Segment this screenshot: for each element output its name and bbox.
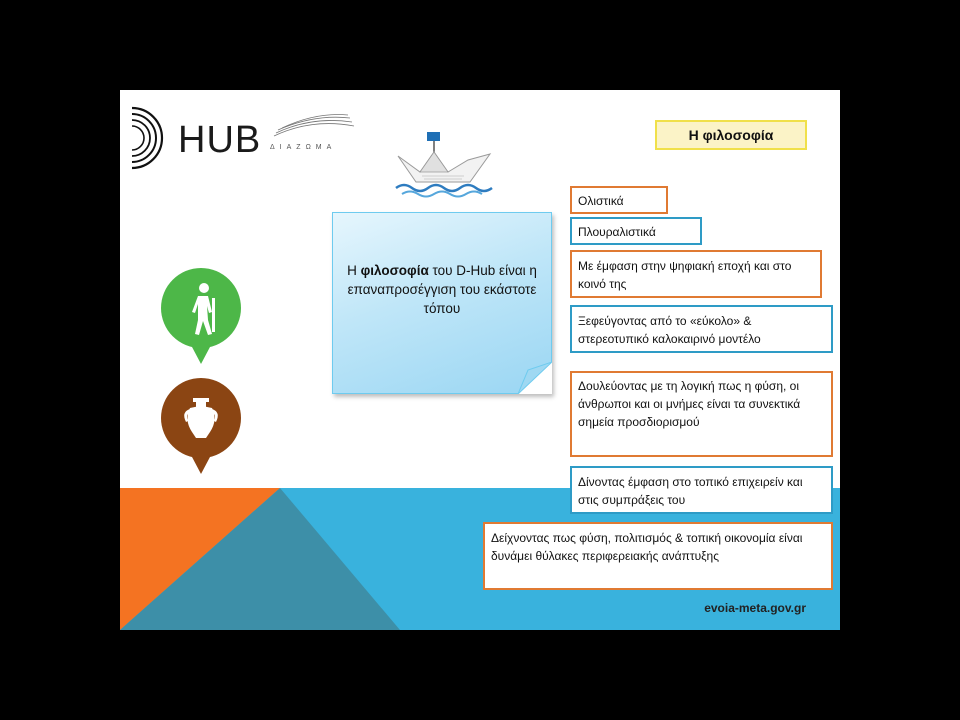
list-item: Πλουραλιστικά: [570, 217, 702, 245]
list-item: Ξεφεύγοντας από το «εύκολο» & στερεοτυπικό καλοκαιρινό μοντέλο: [570, 305, 833, 353]
list-item: Δίνοντας έμφαση στο τοπικό επιχειρείν και στις συμπράξεις του: [570, 466, 833, 514]
list-item: Με έμφαση στην ψηφιακή εποχή και στο κοινό της: [570, 250, 822, 298]
page-title: Η φιλοσοφία: [655, 120, 807, 150]
note-folded-corner: [518, 362, 552, 394]
hiker-pin-icon: [160, 268, 242, 368]
d-hub-logo-arcs-icon: [128, 102, 180, 174]
paper-boat-icon: [390, 130, 500, 198]
amphora-pin-icon: [160, 378, 242, 478]
diazoma-logo-icon: [272, 112, 357, 142]
note-prefix: Η: [347, 263, 361, 278]
logo-diazoma-text: ΔΙΑΖΩΜΑ: [270, 144, 337, 151]
note-bold: φιλοσοφία: [360, 263, 429, 278]
note-text: [347, 261, 537, 318]
slide: [120, 90, 840, 630]
logo-hub-text: HUB: [178, 119, 262, 161]
note-suffix: του D-Hub είναι η επαναπροσέγγιση του εκάστοτε τόπου: [347, 263, 537, 316]
list-item: Ολιστικά: [570, 186, 668, 214]
list-item: Δουλεύοντας με τη λογική πως η φύση, οι άνθρωποι και οι μνήμες είναι τα συνεκτικά σημεία προσδιορισμού: [570, 371, 833, 457]
list-item: Δείχνοντας πως φύση, πολιτισμός & τοπική οικονομία είναι δυνάμει θύλακες περιφερειακής ανάπτυξης: [483, 522, 833, 590]
footer-url[interactable]: evoia-meta.gov.gr: [704, 601, 806, 615]
